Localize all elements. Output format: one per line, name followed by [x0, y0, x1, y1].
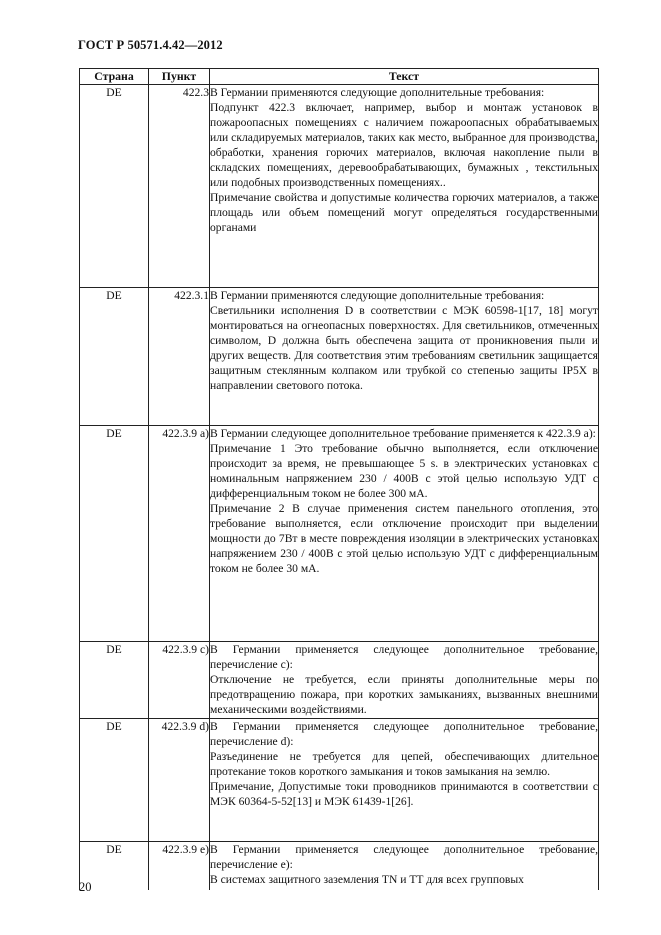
text-paragraph: Отключение не требуется, если приняты дополнительные меры по предотвращению пожара, при коротких замыканиях, вызванных внешними механическими воздействиями. — [210, 673, 598, 716]
text-paragraph: Примечание, Допустимые токи проводников принимаются в соответствии с МЭК 60364-5-52[13] и МЭК 61439-1[26]. — [210, 780, 598, 808]
document-header: ГОСТ Р 50571.4.42—2012 — [78, 38, 223, 52]
column-header-country: Страна — [80, 69, 149, 85]
text-paragraph: Светильники исполнения D в соответствии с МЭК 60598-1[17, 18] могут монтироваться на огнеопасных поверхностях. Для светильников, отмеченных символом, D должна быть обеспечена защита от проникновения пыли и других веществ. Для соответствия этим требованиям светильник защищается защитным стеклянным колпаком или трубкой со степенью защиты IP5X в направлении светового потока. — [210, 304, 598, 392]
clause-cell: 422.3.1 — [149, 288, 210, 426]
country-cell: DE — [80, 288, 149, 426]
text-paragraph: В системах защитного заземления TN и TT для всех групповых — [210, 873, 524, 886]
column-header-text: Текст — [210, 69, 599, 85]
text-paragraph: Разъединение не требуется для цепей, обеспечивающих длительное протекание токов короткого замыкания и токов замыкания на землю. — [210, 750, 598, 778]
clause-cell: 422.3.9 a) — [149, 426, 210, 642]
text-paragraph: Подпункт 422.3 включает, например, выбор и монтаж установок в пожароопасных помещениях с наличием пожароопасных обрабатываемых или складируемых материалов, таких как место, выбранное для производства, обработки, хранения горючих материалов, включая накопление пыли в складских помещениях, деревообрабатывающих, бумажных , текстильных или подобных производственных помещениях.. — [210, 101, 598, 189]
text-paragraph: В Германии применяются следующие дополнительные требования: — [210, 86, 545, 99]
text-paragraph: В Германии следующее дополнительное требование применяется к 422.3.9 а): — [210, 427, 596, 440]
page-number: 20 — [79, 880, 92, 894]
text-paragraph: Примечание свойства и допустимые количества горючих материалов, а также площадь или объем помещений могут определяться государственными органами — [210, 191, 598, 234]
clause-cell: 422.3.9 d) — [149, 719, 210, 842]
country-cell: DE — [80, 642, 149, 719]
national-deviations-table — [79, 68, 599, 890]
table-row — [80, 842, 599, 890]
text-paragraph: Примечание 2 В случае применения систем панельного отопления, это требование выполняется, если отключение происходит при выделении мощности до 7Вт в месте повреждения изоляции в электрических установках напряжением 230 / 400В с этой целью использую УДТ с дифференциальным током не более 30 мА. — [210, 502, 598, 575]
text-paragraph: Примечание 1 Это требование обычно выполняется, если отключение происходит за время, не превышающее 5 s. в электрических установках с номинальным напряжением 230 / 400В с этой целью использую УДТ с дифференциальным током не более 300 мА. — [210, 442, 598, 500]
table-row — [80, 719, 599, 842]
clause-cell: 422.3 — [149, 85, 210, 288]
clause-cell: 422.3.9 c) — [149, 642, 210, 719]
clause-cell: 422.3.9 e) — [149, 842, 210, 890]
table-row — [80, 642, 599, 719]
country-cell: DE — [80, 719, 149, 842]
table-row — [80, 426, 599, 642]
text-cell — [210, 842, 599, 890]
country-cell: DE — [80, 85, 149, 288]
country-cell: DE — [80, 842, 149, 890]
text-cell — [210, 719, 599, 842]
table-header-row — [80, 69, 599, 85]
text-cell — [210, 288, 599, 426]
text-paragraph: В Германии применяется следующее дополнительное требование, перечисление с): — [210, 643, 598, 671]
text-paragraph: В Германии применяется следующее дополнительное требование, перечисление d): — [210, 720, 598, 748]
text-paragraph: В Германии применяется следующее дополнительное требование, перечисление е): — [210, 843, 598, 871]
column-header-clause: Пункт — [149, 69, 210, 85]
text-cell — [210, 426, 599, 642]
table-row — [80, 288, 599, 426]
table-row — [80, 85, 599, 288]
text-cell — [210, 85, 599, 288]
country-cell: DE — [80, 426, 149, 642]
text-cell — [210, 642, 599, 719]
text-paragraph: В Германии применяются следующие дополнительные требования: — [210, 289, 545, 302]
